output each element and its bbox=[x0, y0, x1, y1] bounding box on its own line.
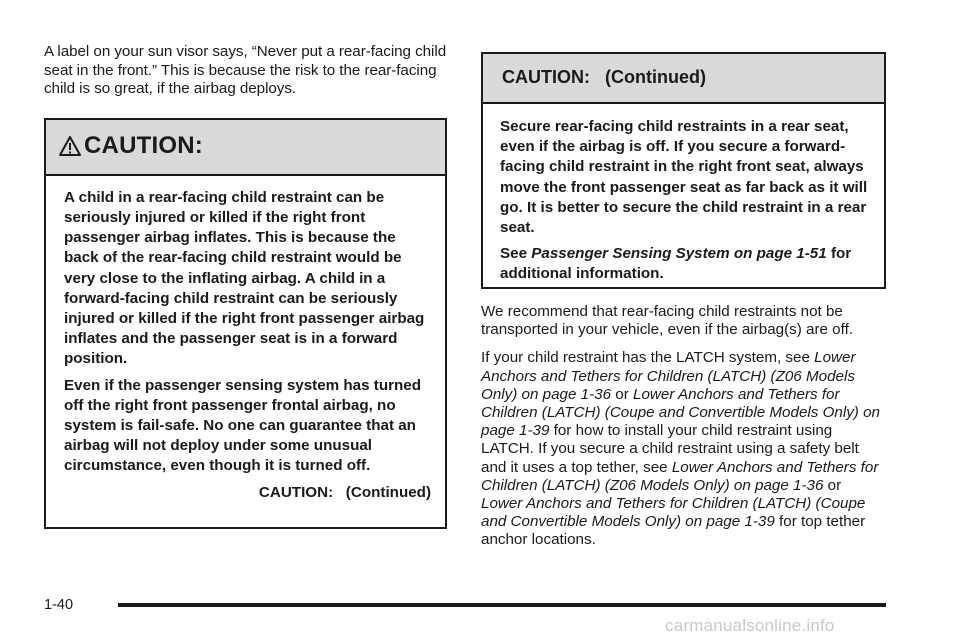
latch-paragraph bbox=[481, 349, 886, 549]
see-suffix: for additional information. bbox=[500, 245, 852, 283]
caution-continued-paragraph: Secure rear-facing child restraints in a rear seat, even if the airbag is off. If you secure a forward-facing child restraint in the right front seat, always move the front passenger seat as far back as it will go. It is better to secure the child restraint in a rear seat. bbox=[500, 118, 868, 237]
page-number: 1-40 bbox=[44, 597, 74, 613]
latch-ref-4-link[interactable]: Lower Anchors and Tethers for Children (LATCH) (Coupe and Convertible Models Only) on page 1-39 bbox=[481, 495, 866, 531]
caution-box bbox=[44, 118, 447, 529]
intro-paragraph: A label on your sun visor says, “Never put a rear-facing child seat in the front.” This is because the risk to the rear-facing child is so great, if the airbag deploys. bbox=[44, 43, 447, 98]
passenger-sensing-link[interactable]: Passenger Sensing System on page 1-51 bbox=[531, 245, 827, 263]
caution-continued-header bbox=[483, 54, 884, 104]
caution-see-reference bbox=[500, 244, 872, 284]
recommend-paragraph: We recommend that rear-facing child restraints not be transported in your vehicle, even if the airbag(s) are off. bbox=[481, 303, 854, 339]
caution-continued-label: CAUTION: (Continued) bbox=[258, 483, 431, 501]
caution-paragraph-1: A child in a rear-facing child restraint can be seriously injured or killed if the right front passenger airbag inflates. This is because the back of the rear-facing child restraint would be very close to the inflating airbag. A child in a forward-facing child restraint can be seriously injured or killed if the right front passenger airbag inflates and the passenger seat is in a forward position. bbox=[64, 188, 425, 368]
caution-continued-title: CAUTION: (Continued) bbox=[502, 67, 706, 87]
left-column bbox=[44, 43, 447, 529]
latch-text-2: or bbox=[615, 385, 629, 403]
latch-text-4: or bbox=[827, 476, 842, 494]
latch-ref-2-link[interactable]: Lower Anchors and Tethers for Children (LATCH) (Coupe and Convertible Models Only) on page 1-39 bbox=[481, 385, 880, 440]
caution-header bbox=[46, 120, 445, 176]
right-column bbox=[481, 52, 886, 550]
caution-body bbox=[46, 176, 445, 503]
caution-continued-body bbox=[483, 104, 884, 285]
latch-text-3: for how to install your child restraint using LATCH. If you secure a child restraint using a safety belt and it uses a top tether, see bbox=[481, 422, 859, 476]
caution-title: CAUTION: bbox=[84, 131, 203, 159]
latch-ref-1-link[interactable]: Lower Anchors and Tethers for Children (LATCH) (Z06 Models Only) on page 1-36 bbox=[481, 349, 856, 403]
see-prefix: See bbox=[500, 245, 528, 263]
watermark: carmanualsonline.info bbox=[665, 616, 835, 635]
latch-ref-3-link[interactable]: Lower Anchors and Tethers for Children (LATCH) (Z06 Models Only) on page 1-36 bbox=[481, 458, 879, 494]
caution-continued-box bbox=[481, 52, 886, 289]
footer-rule bbox=[118, 603, 886, 607]
caution-paragraph-2: Even if the passenger sensing system has turned off the right front passenger frontal airbag, no system is fail-safe. No one can guarantee that an airbag will not deploy under some unusual circumstance, even though it is turned off. bbox=[64, 376, 422, 475]
latch-text-5: for top tether anchor locations. bbox=[481, 513, 866, 549]
latch-text-1: If your child restraint has the LATCH system, see bbox=[481, 349, 810, 367]
warning-triangle-icon bbox=[59, 135, 81, 157]
